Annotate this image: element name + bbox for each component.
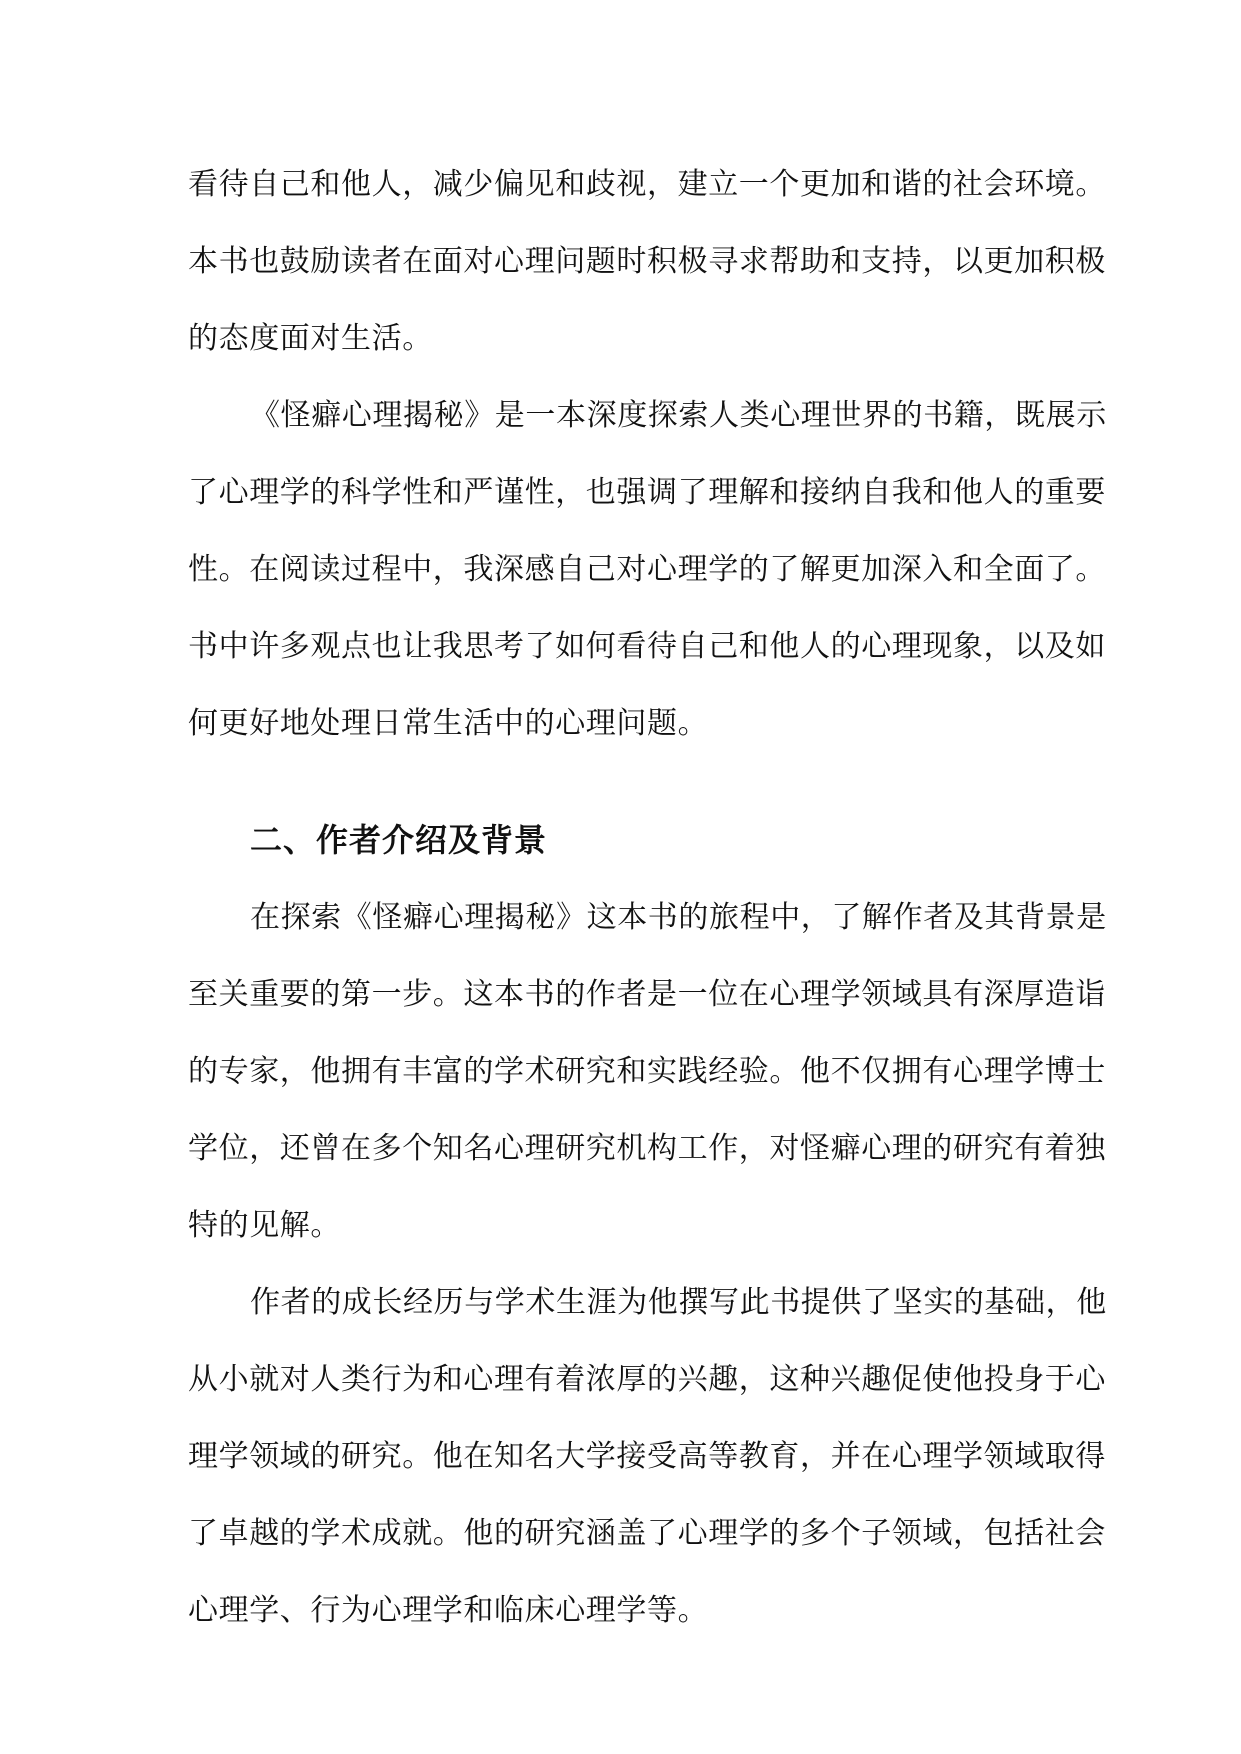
paragraph-author-intro [188,879,1107,1264]
text-line: 书中许多观点也让我思考了如何看待自己和他人的心理现象，以及如 [188,629,1106,664]
text-line: 作者的成长经历与学术生涯为他撰写此书提供了坚实的基础，他 [250,1285,1107,1320]
text-line: 特的见解。 [188,1208,341,1243]
text-line: 了卓越的学术成就。他的研究涵盖了心理学的多个子领域，包括社会 [188,1516,1106,1551]
text-line: 学位，还曾在多个知名心理研究机构工作，对怪癖心理的研究有着独 [188,1131,1106,1166]
text-line: 理学领域的研究。他在知名大学接受高等教育，并在心理学领域取得 [188,1439,1106,1474]
text-line: 的专家，他拥有丰富的学术研究和实践经验。他不仅拥有心理学博士 [188,1054,1106,1089]
text-line: 性。在阅读过程中，我深感自己对心理学的了解更加深入和全面了。 [188,552,1106,587]
paragraph-continued [188,146,1106,377]
text-line: 看待自己和他人，减少偏见和歧视，建立一个更加和谐的社会环境。 [188,167,1106,202]
text-line: 本书也鼓励读者在面对心理问题时积极寻求帮助和支持，以更加积极 [188,244,1106,279]
text-line: 心理学、行为心理学和临床心理学等。 [188,1593,709,1628]
text-line: 了心理学的科学性和严谨性，也强调了理解和接纳自我和他人的重要 [188,475,1106,510]
text-line: 至关重要的第一步。这本书的作者是一位在心理学领域具有深厚造诣 [188,977,1106,1012]
text-line: 何更好地处理日常生活中的心理问题。 [188,706,709,741]
section-heading: 二、作者介绍及背景 [250,821,548,859]
document-page [188,146,1107,1649]
text-line: 的态度面对生活。 [188,321,433,356]
paragraph-book-summary [188,377,1107,762]
text-line: 从小就对人类行为和心理有着浓厚的兴趣，这种兴趣促使他投身于心 [188,1362,1106,1397]
text-line: 在探索《怪癖心理揭秘》这本书的旅程中，了解作者及其背景是 [250,900,1107,935]
text-line: 《怪癖心理揭秘》是一本深度探索人类心理世界的书籍，既展示 [250,398,1107,433]
paragraph-author-background [188,1264,1107,1649]
